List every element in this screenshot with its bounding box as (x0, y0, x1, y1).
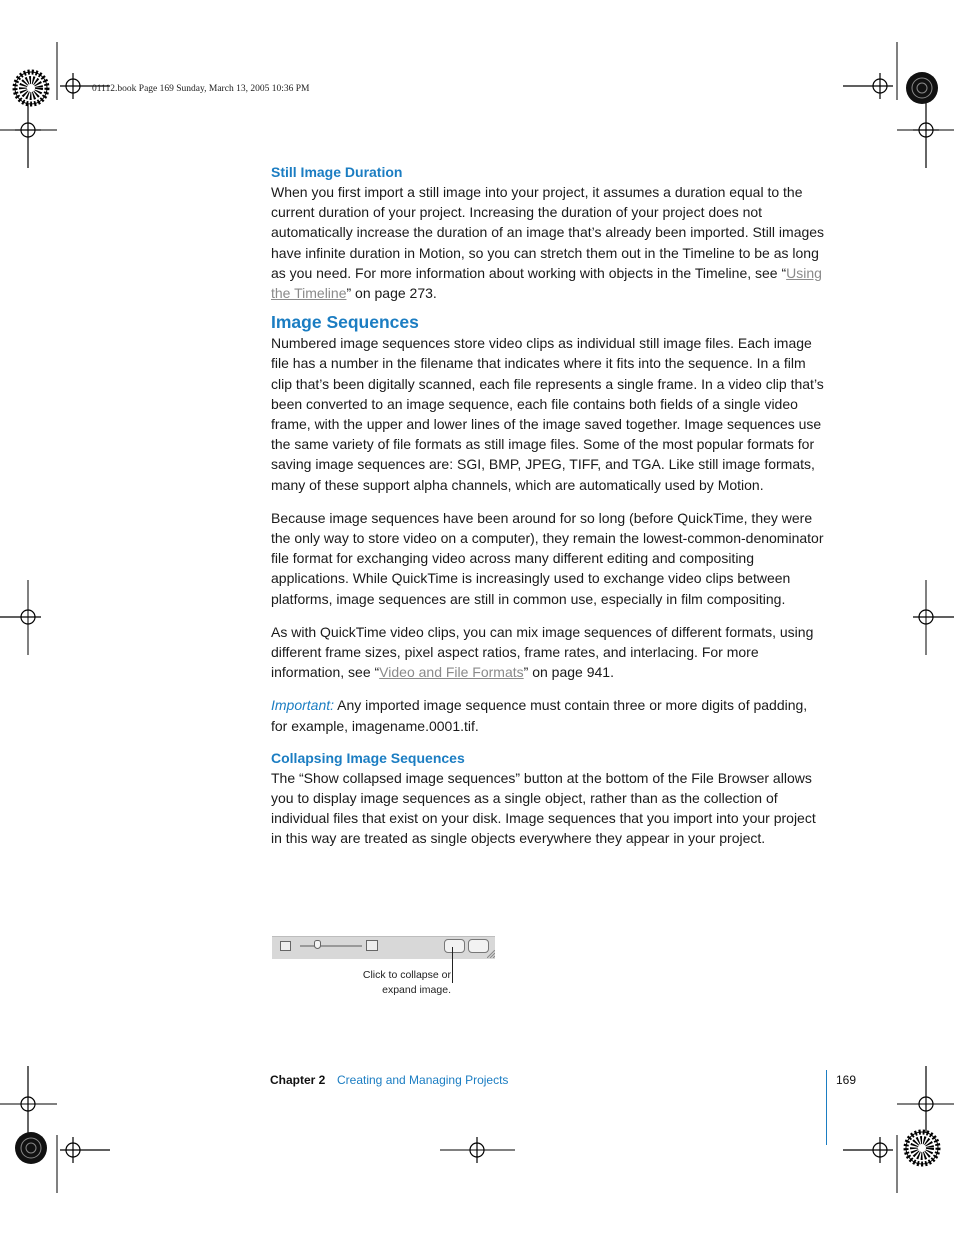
link-video-and-file-formats[interactable]: Video and File Formats (379, 664, 524, 681)
page-body (271, 162, 827, 849)
still-image-duration-paragraph (271, 182, 827, 303)
small-icon-view-icon[interactable] (280, 941, 291, 951)
heading-still-image-duration: Still Image Duration (271, 164, 403, 180)
icon-size-slider-knob[interactable] (314, 940, 321, 949)
callout-line-2: expand image. (382, 984, 451, 996)
important-label: Important: (271, 697, 335, 714)
footer-chapter-title: Creating and Managing Projects (337, 1073, 509, 1087)
resize-grip-icon[interactable] (487, 950, 495, 958)
image-sequences-paragraph-2: Because image sequences have been around for so long (before QuickTime, they were the only way to store video on a computer), they remain the lowest-common-denominator file format for exchanging video across many different editing and compositing applications. While QuickTime is increasingly used to exchange video clips between platforms, image sequences are still in common use, especially in film compositing. (271, 509, 824, 607)
image-sequences-paragraph-3 (271, 622, 827, 683)
image-sequences-paragraph-1: Numbered image sequences store video clips as individual still image files. Each image file has a number in the filename that indicates where it fits into the sequence. In a film clip that’s been digitally scanned, each file represents a single frame. In a video clip that’s been converted to an image sequence, each file contains both fields of a single video frame, with the upper and lower lines of the image saved together. Image sequences use the same variety of file formats as still image files. Some of the most popular formats for saving image sequences are: SGI, BMP, JPEG, TIFF, and TGA. Like still image formats, many of these support alpha channels, which are automatically used by Motion. (271, 335, 824, 493)
page-number: 169 (836, 1073, 857, 1087)
heading-collapsing-image-sequences: Collapsing Image Sequences (271, 749, 465, 766)
collapsing-image-sequences-paragraph: The “Show collapsed image sequences” button at the bottom of the File Browser allows you to display image sequences as a single object, rather than as the collection of individual files that exist on your disk. Image sequences that you import into your project in this way are treated as single objects everywhere they appear in your project. (271, 769, 816, 847)
text-span: As with QuickTime video clips, you can mix image sequences of different formats, using different frame sizes, pixel aspect ratios, frame rates, and interlacing. For more information, see “ (271, 623, 814, 681)
footer-chapter: Chapter 2 (270, 1073, 326, 1087)
important-note (271, 695, 827, 735)
text-span: When you first import a still image into your project, it assumes a duration equal to the current duration of your project. Increasing the duration of your project does not automatically increase the duration of an image that’s already been imported. Still images have infinite duration in Motion, so you can stretch them out in the Timeline to be as long as you need. For more information about working with objects in the Timeline, see “ (271, 184, 825, 281)
large-icon-view-icon[interactable] (366, 940, 378, 951)
link-using-the-timeline[interactable]: Using the Timeline (271, 264, 822, 302)
collapse-image-sequences-button[interactable] (444, 939, 465, 953)
heading-image-sequences: Image Sequences (271, 312, 419, 333)
new-folder-button[interactable] (468, 939, 489, 953)
figure-callout (355, 968, 451, 998)
text-span: ” on page 273. (346, 285, 437, 302)
footer-divider (826, 1070, 827, 1145)
book-slug: 01112.book Page 169 Sunday, March 13, 2005 10:36 PM (92, 84, 310, 94)
callout-line-1: Click to collapse or (362, 969, 451, 981)
text-span: ” on page 941. (523, 664, 614, 681)
important-text: Any imported image sequence must contain three or more digits of padding, for example, imagename.0001.tif. (271, 697, 808, 734)
callout-leader-line (452, 947, 453, 983)
icon-size-slider-track[interactable] (300, 945, 362, 947)
